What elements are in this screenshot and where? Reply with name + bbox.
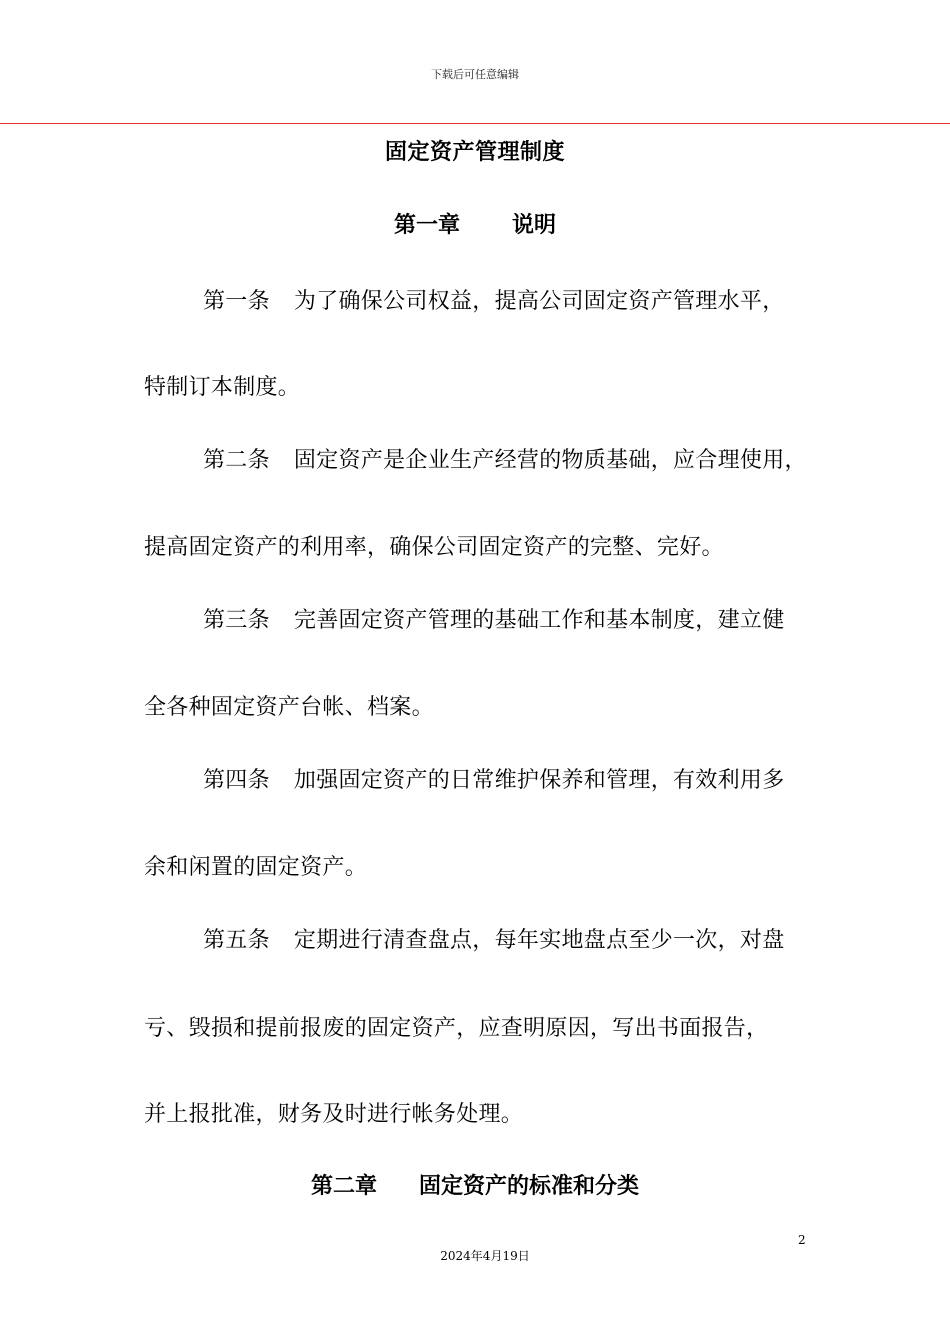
article-2-line-1 xyxy=(203,443,807,474)
article-2-number: 第二条 xyxy=(203,448,270,473)
article-1-line-2: 特制订本制度。 xyxy=(144,375,301,400)
article-4-line-2: 余和闲置的固定资产。 xyxy=(144,855,368,880)
page-number: 2 xyxy=(798,1233,806,1247)
footer-date: 2024年4月19日 xyxy=(440,1249,530,1263)
article-2-text-1: 固定资产是企业生产经营的物质基础，应合理使用， xyxy=(293,448,807,473)
article-3-number: 第三条 xyxy=(203,608,270,633)
chapter-2-number: 第二章 xyxy=(310,1174,377,1199)
article-5-text-1: 定期进行清查盘点，每年实地盘点至少一次，对盘 xyxy=(293,928,785,953)
article-5-line-2: 亏、毁损和提前报废的固定资产，应查明原因，写出书面报告， xyxy=(144,1016,769,1041)
article-1-text-1: 为了确保公司权益，提高公司固定资产管理水平， xyxy=(293,289,785,314)
chapter-2-heading xyxy=(0,1169,950,1200)
header-text: 下载后可任意编辑 xyxy=(431,68,519,81)
article-5-line-1 xyxy=(203,923,785,954)
article-4-number: 第四条 xyxy=(203,768,270,793)
article-4-line-1 xyxy=(203,763,785,794)
document-title: 固定资产管理制度 xyxy=(384,140,565,165)
article-2-line-2: 提高固定资产的利用率，确保公司固定资产的完整、完好。 xyxy=(144,535,724,560)
article-1-line-1 xyxy=(203,284,785,315)
article-5-number: 第五条 xyxy=(203,928,270,953)
article-5-line-3: 并上报批准，财务及时进行帐务处理。 xyxy=(144,1102,524,1127)
article-3-text-1: 完善固定资产管理的基础工作和基本制度，建立健 xyxy=(293,608,785,633)
chapter-1-number: 第一章 xyxy=(393,213,460,238)
chapter-1-title: 说明 xyxy=(512,213,557,238)
article-3-line-2: 全各种固定资产台帐、档案。 xyxy=(144,695,434,720)
chapter-1-heading xyxy=(0,208,950,239)
article-1-number: 第一条 xyxy=(203,289,270,314)
article-3-line-1 xyxy=(203,603,785,634)
article-4-text-1: 加强固定资产的日常维护保养和管理，有效利用多 xyxy=(293,768,785,793)
header-divider xyxy=(0,123,950,124)
chapter-2-title: 固定资产的标准和分类 xyxy=(419,1174,640,1199)
